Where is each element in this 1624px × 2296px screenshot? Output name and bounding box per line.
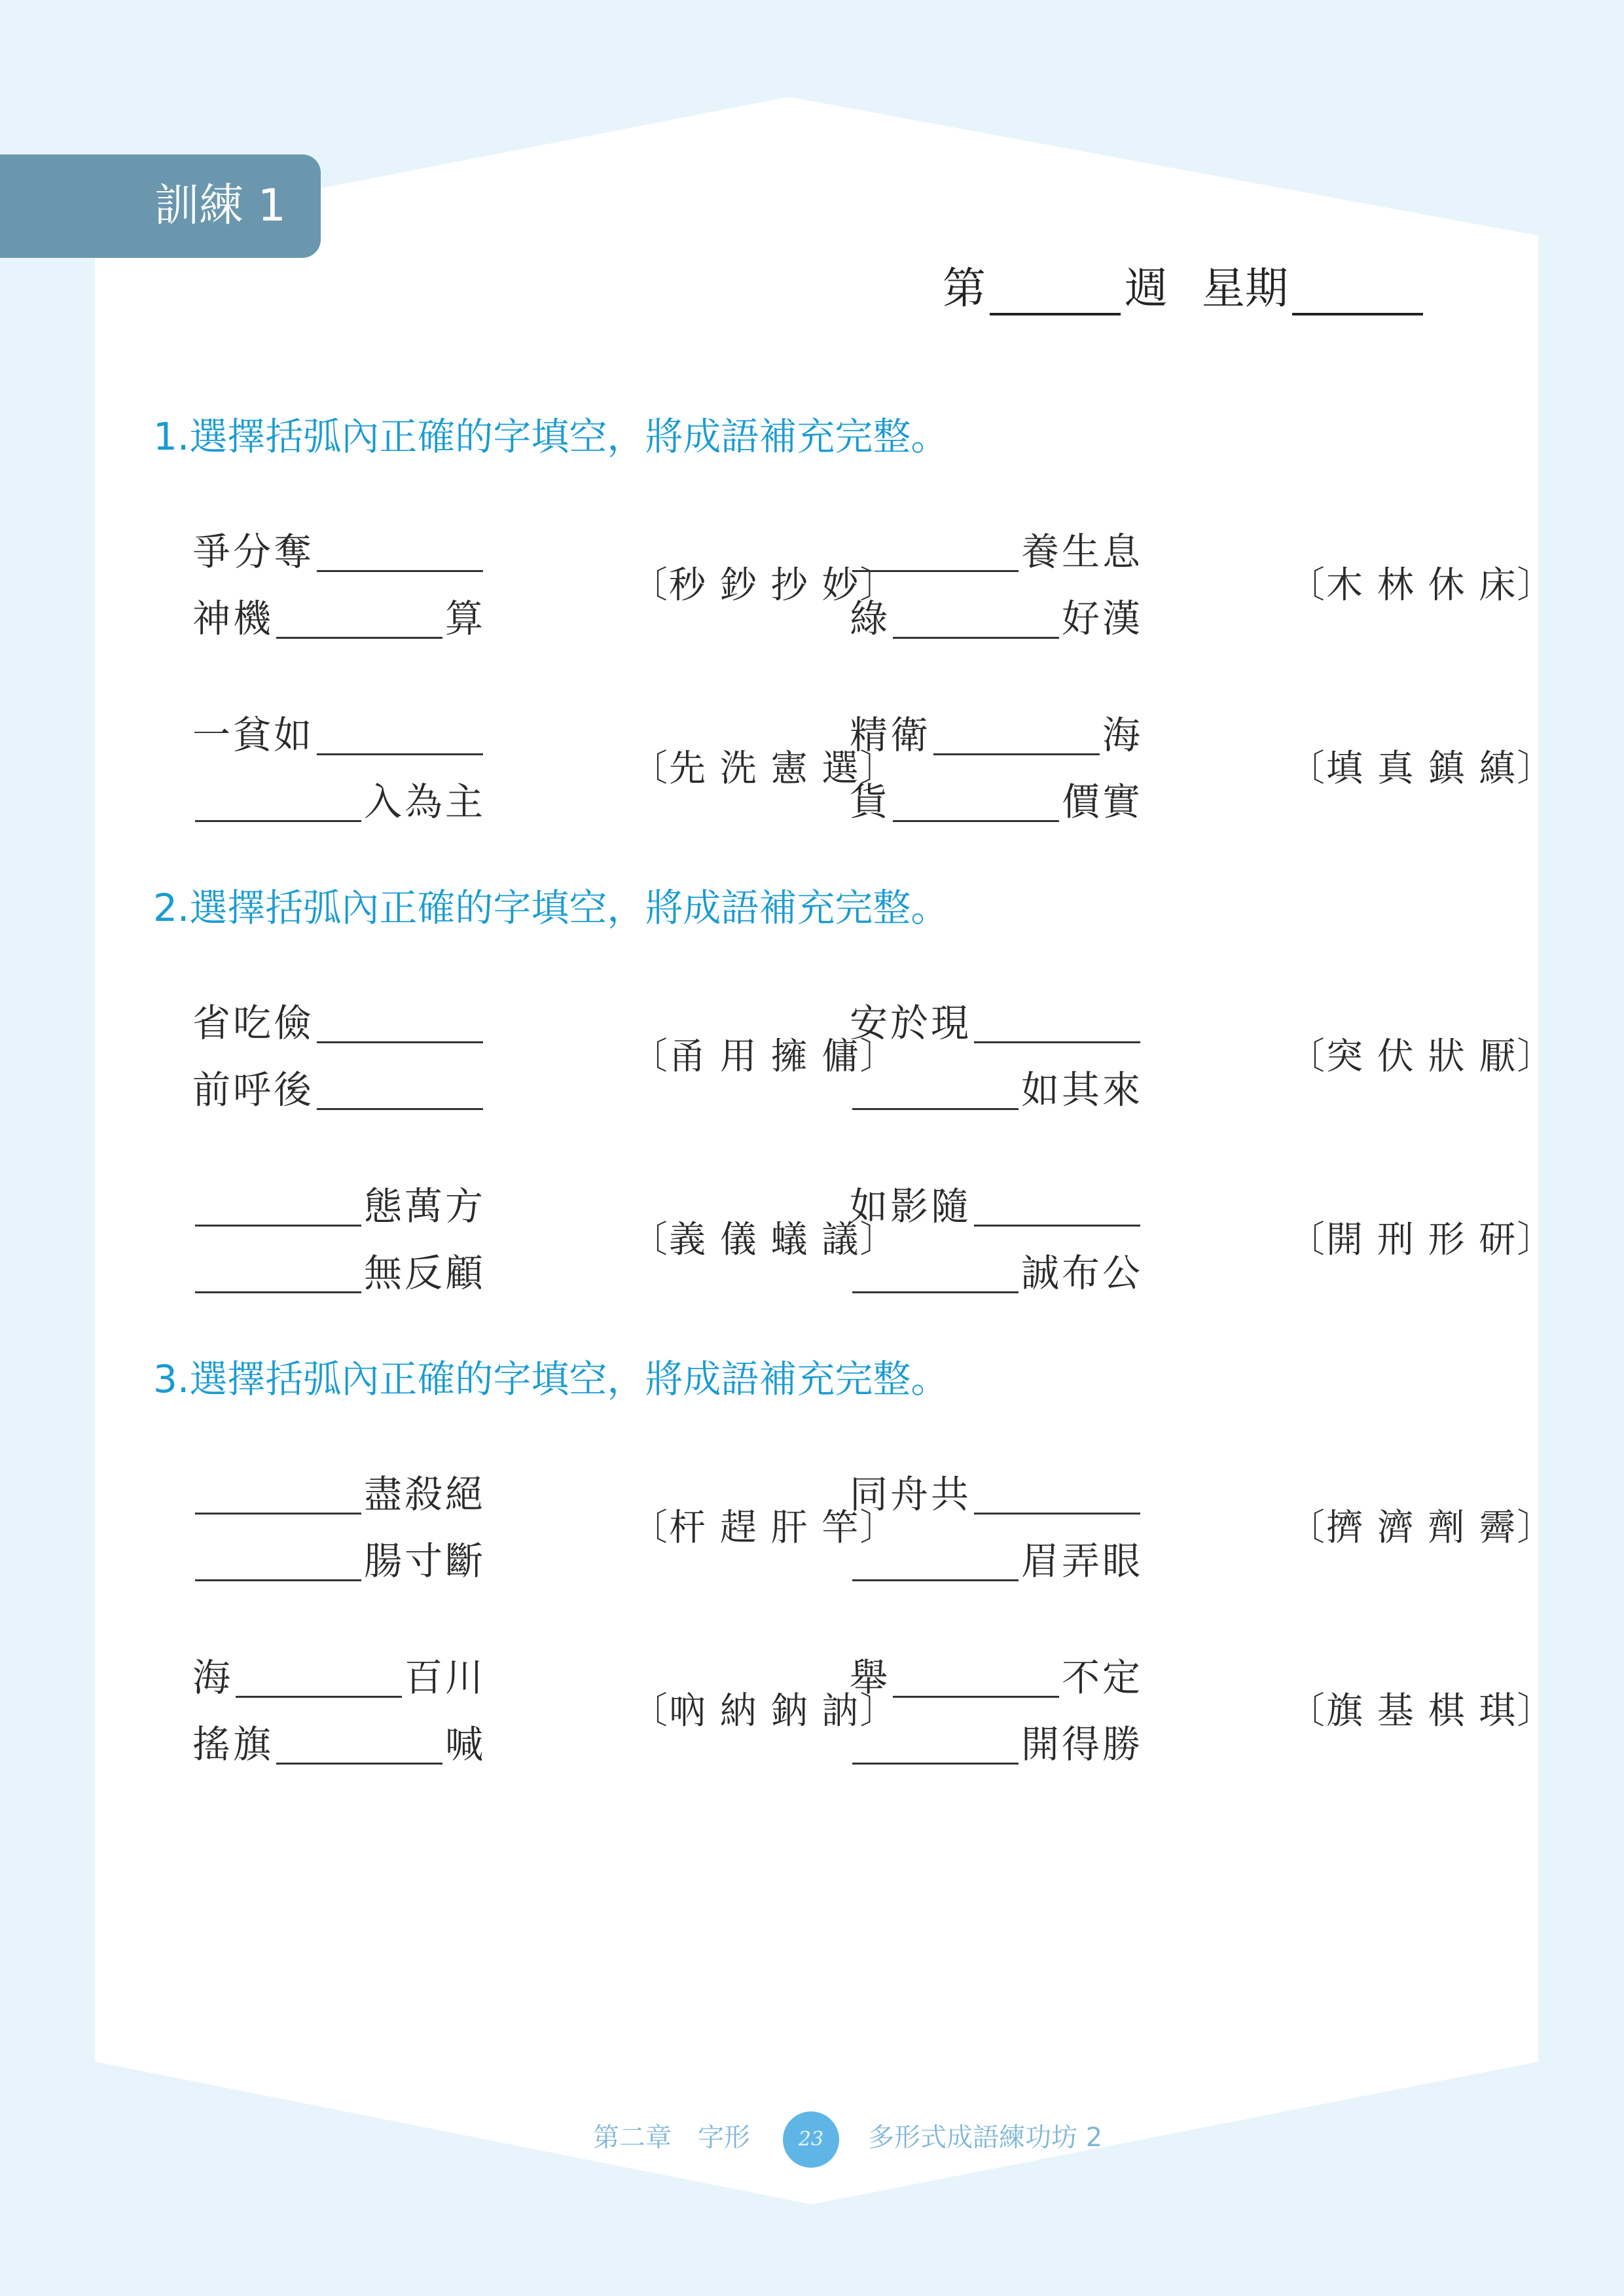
idiom-line xyxy=(192,1520,486,1585)
idiom-line xyxy=(192,1049,486,1114)
idiom-text-before: 爭分奪 xyxy=(192,529,315,574)
idiom-text-before: 安於現 xyxy=(850,1001,972,1045)
character-options: 〔木 林 休 床〕 xyxy=(1288,564,1555,607)
week-prefix: 第 xyxy=(943,263,986,314)
character-options: 〔義 儀 蟻 議〕 xyxy=(631,1219,898,1261)
answer-blank[interactable] xyxy=(852,1252,1019,1293)
idiom-group xyxy=(810,1453,1555,1604)
day-blank[interactable] xyxy=(1292,262,1423,315)
idiom-line xyxy=(850,1232,1143,1297)
character-options: 〔先 洗 憲 選〕 xyxy=(631,747,898,790)
idiom-line xyxy=(192,511,486,576)
idiom-group xyxy=(810,982,1555,1132)
idiom-line xyxy=(850,761,1143,826)
training-tab xyxy=(0,154,321,258)
idiom-group xyxy=(153,1453,898,1604)
footer-chapter: 第二章 字形 xyxy=(593,2123,750,2153)
idiom-text-before: 一貧如 xyxy=(192,713,315,757)
idiom-text-before: 海 xyxy=(192,1655,234,1700)
answer-blank[interactable] xyxy=(974,1002,1140,1043)
idiom-line xyxy=(850,1165,1143,1230)
idiom-text-after: 入為主 xyxy=(364,780,486,824)
idiom-line xyxy=(192,982,486,1047)
idiom-text-after: 誠布公 xyxy=(1021,1251,1144,1295)
idiom-text-after: 眉弄眼 xyxy=(1021,1539,1144,1583)
character-options: 〔突 伏 狀 厭〕 xyxy=(1288,1035,1555,1078)
character-options: 〔甬 用 擁 傭〕 xyxy=(631,1035,898,1078)
idiom-text-after: 養生息 xyxy=(1021,529,1144,574)
character-options: 〔杆 趕 肝 竿〕 xyxy=(631,1507,898,1549)
character-options: 〔開 刑 形 研〕 xyxy=(1288,1219,1555,1261)
idiom-line xyxy=(192,1636,486,1702)
idiom-text-after: 算 xyxy=(445,596,486,641)
idiom-line xyxy=(192,761,486,826)
question-heading: 3.選擇括弧內正確的字填空，將成語補充完整。 xyxy=(153,1357,949,1401)
idiom-text-before: 精衛 xyxy=(850,713,931,757)
answer-blank[interactable] xyxy=(933,714,1100,755)
idiom-group xyxy=(810,1636,1555,1787)
week-day-field xyxy=(943,243,1440,315)
idiom-text-after: 喊 xyxy=(445,1722,486,1767)
answer-blank[interactable] xyxy=(195,1473,361,1515)
idiom-text-after: 無反顧 xyxy=(364,1251,486,1295)
answer-blank[interactable] xyxy=(195,1252,361,1293)
idiom-line xyxy=(850,694,1143,759)
idiom-line xyxy=(850,1520,1143,1585)
answer-blank[interactable] xyxy=(852,1723,1019,1765)
idiom-line xyxy=(850,1636,1143,1702)
answer-blank[interactable] xyxy=(974,1473,1140,1515)
answer-blank[interactable] xyxy=(195,1185,361,1227)
idiom-group xyxy=(153,982,898,1132)
idiom-text-before: 貨 xyxy=(850,780,891,824)
page-number-badge: 23 xyxy=(783,2111,839,2168)
question-heading: 1.選擇括弧內正確的字填空，將成語補充完整。 xyxy=(153,414,949,459)
idiom-line xyxy=(192,577,486,643)
idiom-group xyxy=(810,694,1555,844)
idiom-group xyxy=(810,1165,1555,1316)
answer-blank[interactable] xyxy=(195,1540,361,1581)
idiom-text-before: 搖旗 xyxy=(192,1722,274,1767)
idiom-line xyxy=(192,1165,486,1230)
idiom-line xyxy=(850,1453,1143,1518)
character-options: 〔秒 鈔 抄 妙〕 xyxy=(631,564,898,607)
idiom-line xyxy=(192,1232,486,1297)
answer-blank[interactable] xyxy=(276,598,442,639)
idiom-group xyxy=(810,511,1555,661)
answer-blank[interactable] xyxy=(317,531,483,572)
idiom-line xyxy=(192,1453,486,1518)
idiom-group xyxy=(153,1636,898,1787)
idiom-text-before: 前呼後 xyxy=(192,1067,315,1112)
idiom-text-before: 舉 xyxy=(850,1655,891,1700)
character-options: 〔吶 納 鈉 訥〕 xyxy=(631,1690,898,1732)
idiom-text-after: 百川 xyxy=(405,1655,486,1700)
idiom-text-after: 如其來 xyxy=(1021,1067,1144,1112)
idiom-line xyxy=(850,511,1143,576)
idiom-text-before: 同舟共 xyxy=(850,1472,972,1516)
idiom-line xyxy=(192,1703,486,1768)
idiom-text-after: 海 xyxy=(1102,713,1144,757)
idiom-line xyxy=(192,694,486,759)
idiom-text-after: 盡殺絕 xyxy=(364,1472,486,1516)
idiom-text-after: 態萬方 xyxy=(364,1184,486,1229)
answer-blank[interactable] xyxy=(852,1540,1019,1581)
idiom-text-before: 神機 xyxy=(192,596,274,641)
question-heading: 2.選擇括弧內正確的字填空，將成語補充完整。 xyxy=(153,886,949,930)
answer-blank[interactable] xyxy=(893,781,1059,822)
idiom-group xyxy=(153,1165,898,1316)
answer-blank[interactable] xyxy=(276,1723,442,1765)
footer-book-title: 多形式成語練功坊 2 xyxy=(868,2123,1103,2153)
idiom-line xyxy=(850,1703,1143,1768)
idiom-group xyxy=(153,511,898,661)
answer-blank[interactable] xyxy=(236,1657,402,1698)
answer-blank[interactable] xyxy=(893,1657,1059,1698)
idiom-text-before: 省吃儉 xyxy=(192,1001,315,1045)
character-options: 〔填 真 鎮 縝〕 xyxy=(1288,747,1555,790)
week-blank[interactable] xyxy=(990,262,1121,315)
idiom-text-before: 綠 xyxy=(850,596,891,641)
idiom-text-after: 腸寸斷 xyxy=(364,1539,486,1583)
character-options: 〔擠 濟 劑 霽〕 xyxy=(1288,1507,1555,1549)
answer-blank[interactable] xyxy=(317,714,483,755)
answer-blank[interactable] xyxy=(195,781,361,822)
answer-blank[interactable] xyxy=(317,1069,483,1110)
answer-blank[interactable] xyxy=(893,598,1059,639)
answer-blank[interactable] xyxy=(852,531,1019,572)
idiom-line xyxy=(850,982,1143,1047)
character-options: 〔旗 基 棋 琪〕 xyxy=(1288,1690,1555,1732)
answer-blank[interactable] xyxy=(974,1185,1140,1227)
answer-blank[interactable] xyxy=(852,1069,1019,1110)
week-label: 週 xyxy=(1125,263,1168,314)
answer-blank[interactable] xyxy=(317,1002,483,1043)
day-label: 星期 xyxy=(1202,263,1288,314)
idiom-line xyxy=(850,1049,1143,1114)
idiom-text-before: 如影隨 xyxy=(850,1184,972,1229)
idiom-text-after: 價實 xyxy=(1062,780,1144,824)
idiom-text-after: 開得勝 xyxy=(1021,1722,1144,1767)
tab-label: 訓練 1 xyxy=(154,180,286,232)
idiom-line xyxy=(850,577,1143,643)
idiom-text-after: 好漢 xyxy=(1062,596,1144,641)
idiom-text-after: 不定 xyxy=(1062,1655,1144,1700)
